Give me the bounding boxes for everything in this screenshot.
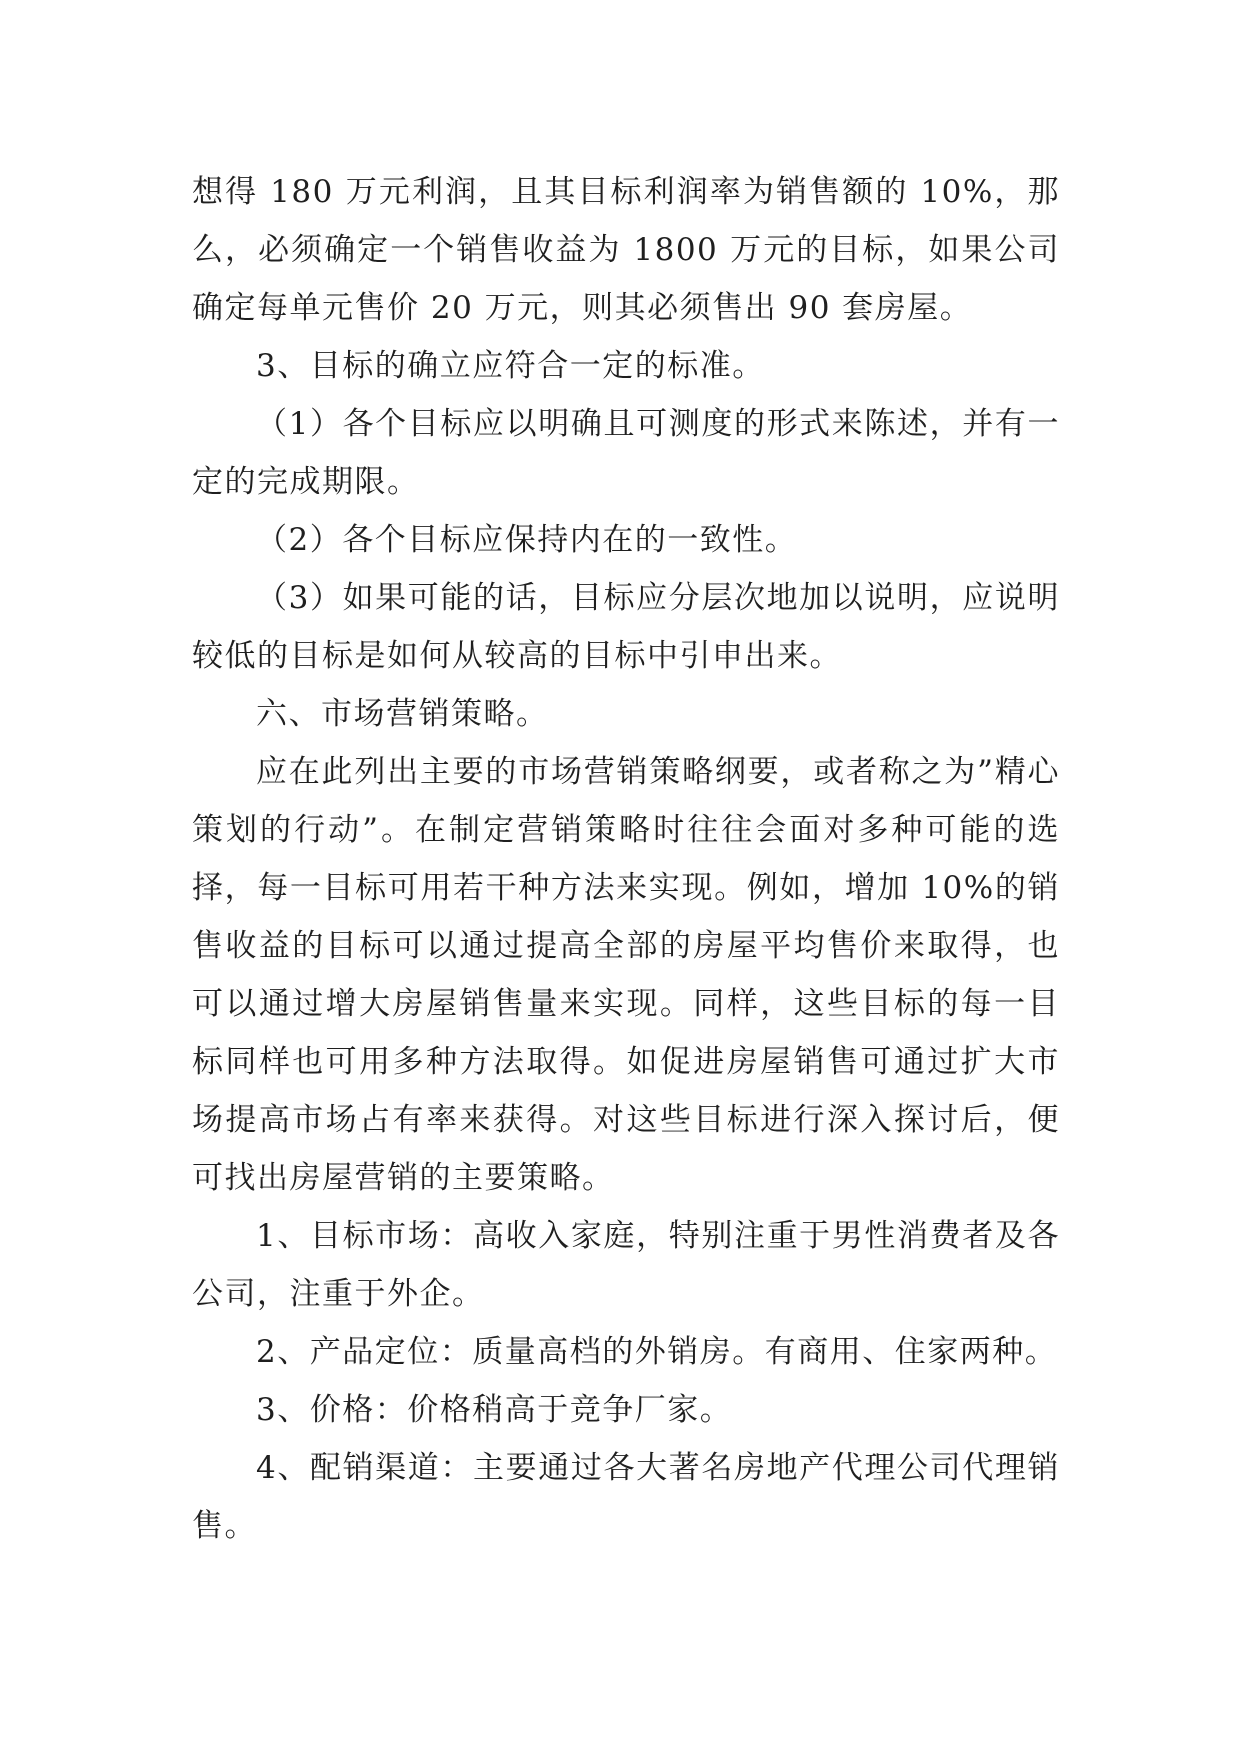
paragraph-standard-2: （2）各个目标应保持内在的一致性。	[256, 522, 798, 558]
paragraph-product-positioning: 2、产品定位：质量高档的外销房。有商用、住家两种。	[256, 1334, 1058, 1370]
paragraph-target-market: 1、目标市场：高收入家庭，特别注重于男性消费者及各公司，注重于外企。	[192, 1218, 1060, 1312]
paragraph-profit-target: 想得 180 万元利润，且其目标利润率为销售额的 10%，那么，必须确定一个销售收益为 1800 万元的目标，如果公司确定每单元售价 20 万元，则其必须售出 90 套房屋。	[192, 174, 1060, 326]
paragraph-price: 3、价格：价格稍高于竞争厂家。	[256, 1392, 733, 1428]
paragraph-distribution-channel: 4、配销渠道：主要通过各大著名房地产代理公司代理销售。	[192, 1450, 1060, 1544]
paragraph-target-standard-heading: 3、目标的确立应符合一定的标准。	[256, 348, 765, 384]
paragraph-standard-1: （1）各个目标应以明确且可测度的形式来陈述，并有一定的完成期限。	[192, 406, 1060, 500]
section-heading-marketing-strategy: 六、市场营销策略。	[256, 696, 549, 732]
paragraph-standard-3: （3）如果可能的话，目标应分层次地加以说明，应说明较低的目标是如何从较高的目标中引申出来。	[192, 580, 1060, 674]
paragraph-strategy-overview: 应在此列出主要的市场营销策略纲要，或者称之为”精心策划的行动”。在制定营销策略时往往会面对多种可能的选择，每一目标可用若干种方法来实现。例如，增加 10%的销售收益的目标可以通过提高全部的房屋平均售价来取得，也可以通过增大房屋销售量来实现。同样，这些目标的每一目标同样也可用多种方法取得。如促进房屋销售可通过扩大市场提高市场占有率来获得。对这些目标进行深入探讨后，便可找出房屋营销的主要策略。	[192, 754, 1060, 1196]
document-body	[192, 163, 1060, 1555]
